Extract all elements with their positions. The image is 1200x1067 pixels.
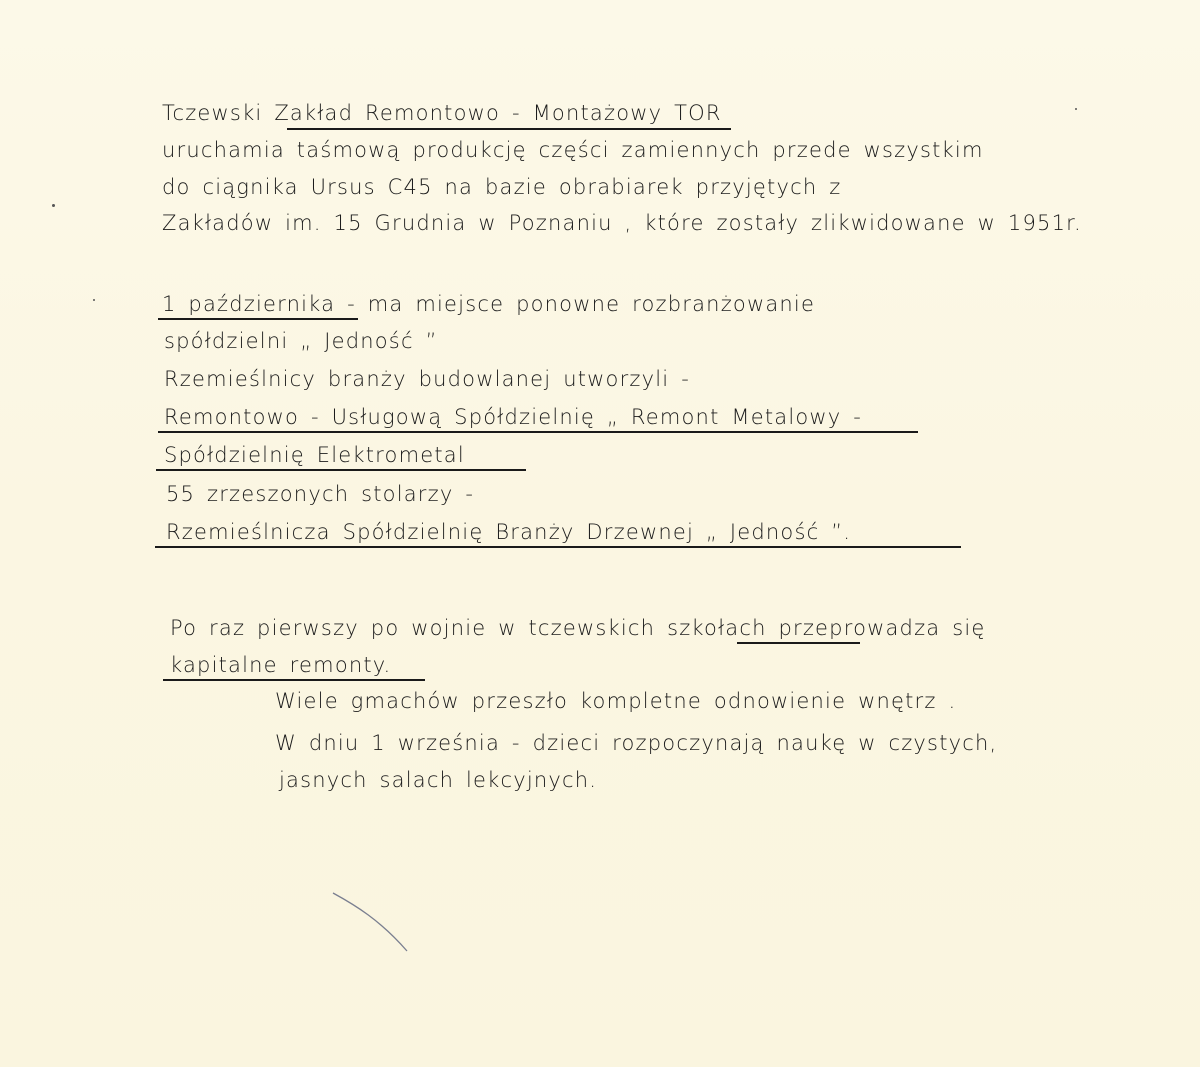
underline-zaklad-remontowo-montazowy (287, 128, 731, 130)
p2-line-4: Remontowo - Usługową Spółdzielnię „ Remont Metalowy - (164, 405, 863, 429)
underline-kapitalne-remonty (163, 679, 425, 681)
underline-remontowo-uslugowa (158, 431, 918, 433)
p1-line-1: Tczewski Zakład Remontowo - Montażowy TOR (162, 101, 722, 125)
p2-line-1: 1 października - ma miejsce ponowne rozbranżowanie (162, 292, 816, 316)
p1-line-4: Zakładów im. 15 Grudnia w Poznaniu , które zostały zlikwidowane w 1951r. (162, 211, 1082, 235)
p2-line-5: Spółdzielnię Elektrometal (164, 443, 465, 467)
p3-line-3: Wiele gmachów przeszło kompletne odnowienie wnętrz . (275, 689, 957, 713)
p2-line-2: spółdzielni „ Jedność ” (164, 329, 438, 353)
p1-line-2: uruchamia taśmową produkcję części zamiennych przede wszystkim (162, 138, 984, 162)
p3-line-4: W dniu 1 września - dzieci rozpoczynają naukę w czystych, (275, 731, 998, 755)
p1-line-3: do ciągnika Ursus C45 na bazie obrabiarek przyjętych z (162, 175, 842, 199)
p3-line-5: jasnych salach lekcyjnych. (279, 768, 598, 792)
p2-line-3: Rzemieślnicy branży budowlanej utworzyli - (164, 367, 690, 391)
underline-1-pazdziernika (158, 318, 358, 320)
paper-speck (52, 204, 55, 207)
underline-rzemieslnicza-spoldzielnie (155, 546, 961, 548)
underline-elektrometal (156, 469, 526, 471)
paper-speck (93, 299, 95, 301)
p3-line-2: kapitalne remonty. (170, 653, 392, 677)
underline-szkolach (737, 642, 860, 644)
p2-line-7: Rzemieślnicza Spółdzielnię Branży Drzewnej „ Jedność ”. (166, 520, 852, 544)
pencil-mark-icon (325, 885, 415, 955)
p3-line-1: Po raz pierwszy po wojnie w tczewskich szkołach przeprowadza się (170, 616, 986, 640)
paper-speck (1075, 108, 1077, 110)
p2-line-6: 55 zrzeszonych stolarzy - (166, 482, 475, 506)
